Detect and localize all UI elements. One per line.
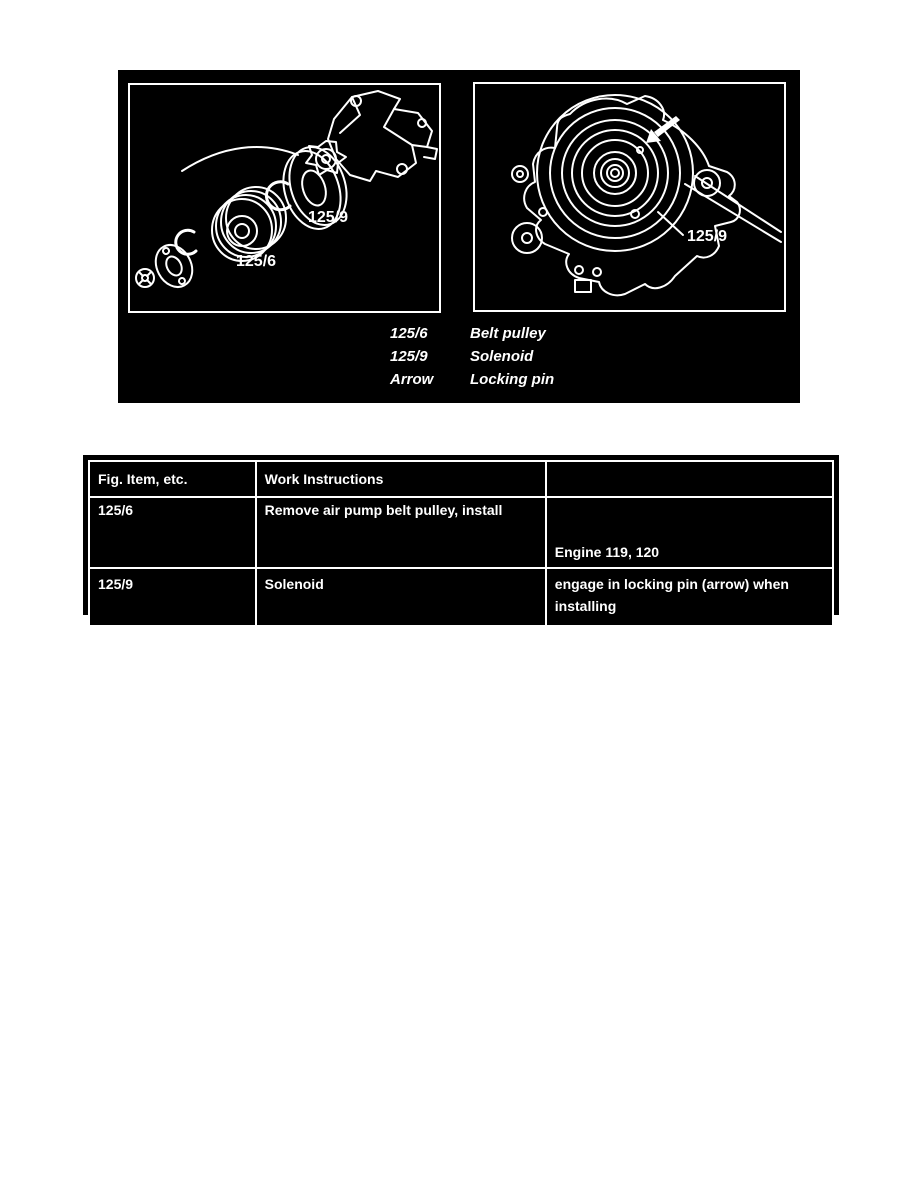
cell-instruction: Solenoid xyxy=(256,568,546,626)
belt-pulley-part xyxy=(212,187,286,261)
work-instructions-table xyxy=(88,460,834,627)
figure-panel xyxy=(118,70,800,403)
table-row xyxy=(89,497,833,568)
legend-row xyxy=(390,345,554,368)
header-blank xyxy=(546,461,833,497)
bottom-tabs xyxy=(575,266,601,292)
header-fig-item: Fig. Item, etc. xyxy=(89,461,256,497)
legend-key: Arrow xyxy=(390,371,434,388)
legend-desc: Locking pin xyxy=(470,371,555,388)
cell-note: engage in locking pin (arrow) when installing xyxy=(546,568,833,626)
belt-line xyxy=(695,176,781,232)
washer-plate xyxy=(149,239,200,294)
nut xyxy=(136,269,154,287)
snap-ring-icon xyxy=(176,230,196,254)
legend-key: 125/6 xyxy=(390,325,428,342)
air-pump-body xyxy=(328,91,437,181)
figure-label-solenoid: 125/9 xyxy=(308,209,349,226)
exploded-view-illustration xyxy=(128,83,441,313)
belt-line xyxy=(182,147,298,171)
exploded-view-drawing xyxy=(130,85,439,311)
legend-key: 125/9 xyxy=(390,348,428,365)
table-row xyxy=(89,568,833,626)
figure-label-pulley: 125/6 xyxy=(236,253,277,270)
assembled-view-drawing xyxy=(475,84,784,310)
work-instructions-table-frame xyxy=(83,455,839,615)
cell-note: Engine 119, 120 xyxy=(546,497,833,568)
face-bolt xyxy=(539,208,547,216)
pulley-face-rings xyxy=(537,95,693,251)
legend-desc: Solenoid xyxy=(470,348,534,365)
legend-row xyxy=(390,368,554,391)
cell-fig-item: 125/6 xyxy=(89,497,256,568)
figure-label-solenoid: 125/9 xyxy=(687,228,728,245)
table-header-row xyxy=(89,461,833,497)
legend-row xyxy=(390,322,554,345)
cell-instruction: Remove air pump belt pulley, install xyxy=(256,497,546,568)
cell-fig-item: 125/9 xyxy=(89,568,256,626)
legend-desc: Belt pulley xyxy=(470,325,546,342)
figure-legend xyxy=(390,322,554,391)
header-work-instructions: Work Instructions xyxy=(256,461,546,497)
assembled-view-illustration xyxy=(473,82,786,312)
